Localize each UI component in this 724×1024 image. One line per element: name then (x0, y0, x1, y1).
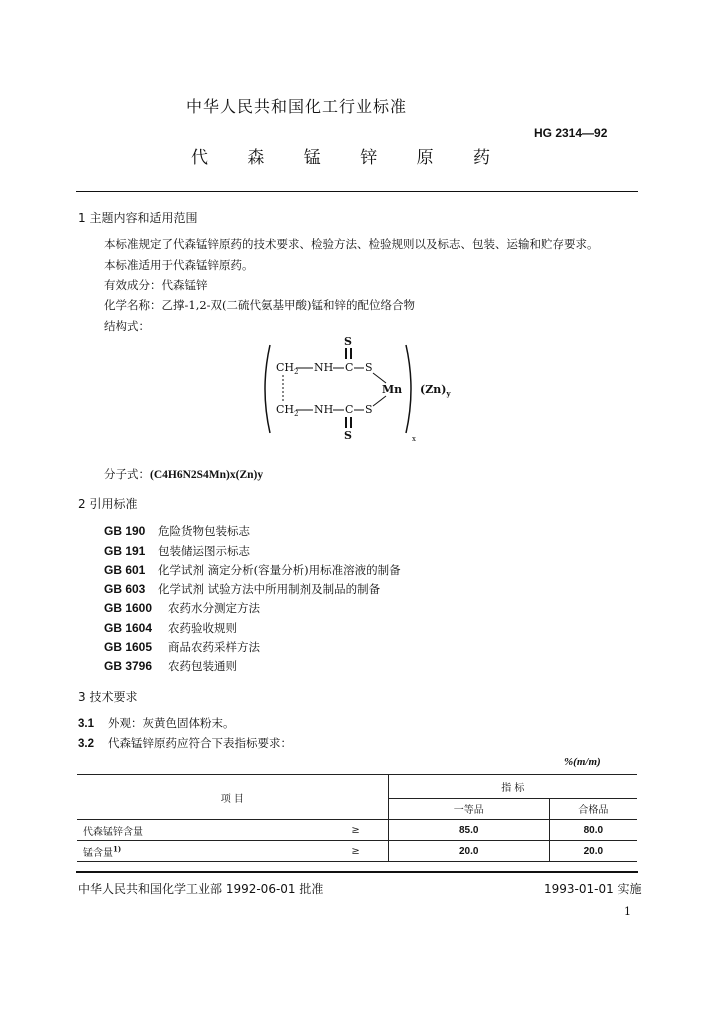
molecular-formula (104, 466, 263, 482)
ch2-top: $CH_2$ (276, 361, 299, 376)
implementation-date: 1993-01-01 实施 (544, 882, 642, 896)
carbon-bottom: C (345, 403, 354, 416)
sulfur-top-right: S (365, 361, 373, 374)
row-op: ≥ (263, 820, 388, 841)
document-number: HG 2314—92 (534, 126, 608, 140)
section-1-heading: 1 主题内容和适用范围 (78, 211, 198, 225)
reference-item: GB 601 化学试剂 滴定分析(容量分析)用标准溶液的制备 (104, 563, 401, 577)
row-item: 代森锰锌含量 (77, 820, 263, 841)
ch2-bottom: $CH_2$ (276, 403, 299, 418)
section-3-heading: 3 技术要求 (78, 690, 138, 704)
sulfur-bottom: S (344, 429, 352, 442)
nh-bottom: NH (314, 403, 334, 416)
sulfur-top: S (344, 335, 352, 348)
reference-item: GB 191 包装储运图示标志 (104, 544, 250, 558)
sulfur-bottom-right: S (365, 403, 373, 416)
formula-label: 分子式： (104, 467, 150, 481)
section-1-paragraph-1: 本标准规定了代森锰锌原药的技术要求、检验方法、检验规则以及标志、包装、运输和贮存要求。 (104, 237, 599, 251)
active-ingredient: 有效成分：代森锰锌 (104, 278, 208, 292)
formula-text: (C4H6N2S4Mn)x(Zn)y (150, 469, 264, 481)
specification-table (77, 774, 637, 862)
header-first-grade: 一等品 (388, 798, 549, 819)
row-op: ≥ (263, 841, 388, 862)
reference-item: GB 603 化学试剂 试验方法中所用制剂及制品的制备 (104, 582, 381, 596)
subscript-x: x (412, 435, 416, 443)
structural-formula (258, 333, 458, 445)
section-2-heading: 2 引用标准 (78, 497, 138, 511)
header-item: 项 目 (77, 775, 388, 820)
row-first: 85.0 (388, 820, 549, 841)
reference-item: GB 3796 农药包装通则 (104, 659, 237, 673)
unit-label: %(m/m) (564, 756, 601, 768)
table-row (77, 841, 637, 862)
row-qualified: 20.0 (549, 841, 637, 862)
clause-3-2: 3.2 代森锰锌原药应符合下表指标要求： (78, 736, 292, 750)
top-divider (76, 191, 638, 192)
bottom-divider (76, 871, 638, 873)
right-bracket (406, 345, 411, 433)
reference-item: GB 1600 农药水分测定方法 (104, 601, 260, 615)
manganese: Mn (382, 383, 403, 396)
structure-label: 结构式： (104, 319, 150, 333)
header-qualified: 合格品 (549, 798, 637, 819)
row-item: 锰含量$^{1)}$ (77, 841, 263, 862)
standard-org-title: 中华人民共和国化工行业标准 (186, 97, 408, 116)
left-bracket (265, 345, 270, 433)
page-number: 1 (624, 905, 631, 918)
issuer-approval: 中华人民共和国化学工业部 1992-06-01 批准 (78, 882, 324, 896)
section-1-paragraph-2: 本标准适用于代森锰锌原药。 (104, 258, 254, 272)
chemical-name: 化学名称：乙撑-1,2-双(二硫代氨基甲酸)锰和锌的配位络合物 (104, 298, 416, 312)
row-first: 20.0 (388, 841, 549, 862)
document-title: 代 森 锰 锌 原 药 (191, 148, 508, 168)
header-index: 指 标 (388, 775, 637, 799)
reference-item: GB 1604 农药验收规则 (104, 621, 237, 635)
nh-top: NH (314, 361, 334, 374)
table-row (77, 820, 637, 841)
row-qualified: 80.0 (549, 820, 637, 841)
carbon-top: C (345, 361, 354, 374)
clause-3-1: 3.1 外观：灰黄色固体粉末。 (78, 716, 235, 730)
zinc: $(Zn)_y$ (420, 383, 451, 398)
reference-item: GB 190 危险货物包装标志 (104, 524, 250, 538)
reference-item: GB 1605 商品农药采样方法 (104, 640, 260, 654)
